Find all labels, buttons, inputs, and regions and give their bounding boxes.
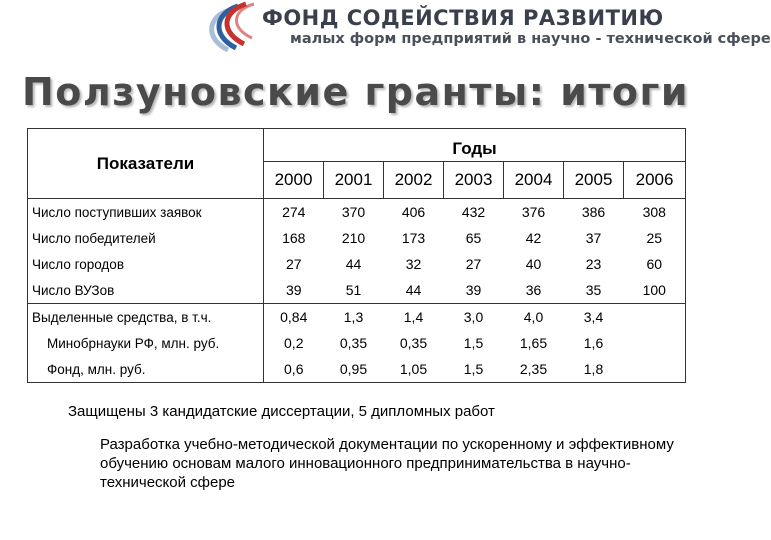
value-cell: 25 bbox=[646, 230, 663, 246]
value-cell: 60 bbox=[646, 256, 663, 272]
value-cell: 3,4 bbox=[583, 309, 604, 325]
value-cell: 3,0 bbox=[463, 309, 484, 325]
value-cell: 1,8 bbox=[583, 361, 604, 377]
value-cell: 100 bbox=[624, 277, 686, 304]
value-cell: 1,3 bbox=[343, 309, 364, 325]
value-cell: 23 bbox=[585, 256, 602, 272]
year-header-cell: 2006 bbox=[624, 162, 686, 199]
row-label: Фонд, млн. руб. bbox=[28, 356, 264, 383]
row-label: Число городов bbox=[28, 251, 264, 277]
development-note: Разработка учебно-методической документации по ускоренному и эффективному обучению основам малого инновационного предпринимательства в научно-технической сфере bbox=[100, 436, 674, 491]
value-cell bbox=[624, 330, 686, 356]
results-table-container bbox=[27, 128, 685, 377]
value-cell: 1,05 bbox=[399, 361, 428, 377]
value-cell: 376 bbox=[521, 204, 546, 220]
row-label: Выделенные средства, в т.ч. bbox=[28, 304, 264, 331]
value-cell: 370 bbox=[341, 204, 366, 220]
row-label: Число ВУЗов bbox=[28, 277, 264, 304]
value-cell: 173 bbox=[401, 230, 426, 246]
fund-subtitle: малых форм предприятий в научно - технической сфере bbox=[290, 31, 771, 47]
table-row bbox=[28, 277, 686, 304]
year-header-cell: 2000 bbox=[264, 162, 324, 199]
value-cell: 1,6 bbox=[583, 335, 604, 351]
value-cell: 35 bbox=[564, 277, 624, 304]
value-cell: 210 bbox=[341, 230, 366, 246]
value-cell: 42 bbox=[525, 230, 542, 246]
value-cell: 0,35 bbox=[339, 335, 368, 351]
value-cell: 44 bbox=[384, 277, 444, 304]
value-cell: 40 bbox=[525, 256, 542, 272]
value-cell: 27 bbox=[285, 256, 302, 272]
year-header-cell: 2004 bbox=[504, 162, 564, 199]
value-cell: 4,0 bbox=[523, 309, 544, 325]
value-cell: 65 bbox=[465, 230, 482, 246]
value-cell: 39 bbox=[264, 277, 324, 304]
value-cell: 0,84 bbox=[280, 309, 308, 325]
year-header-cell: 2003 bbox=[444, 162, 504, 199]
value-cell: 27 bbox=[465, 256, 482, 272]
value-cell: 1,65 bbox=[519, 335, 548, 351]
value-cell: 0,95 bbox=[339, 361, 368, 377]
row-label: Число поступивших заявок bbox=[28, 199, 264, 226]
year-header-cell: 2002 bbox=[384, 162, 444, 199]
value-cell: 386 bbox=[581, 204, 606, 220]
table-row bbox=[28, 304, 686, 331]
value-cell: 32 bbox=[405, 256, 422, 272]
value-cell: 274 bbox=[282, 204, 306, 220]
dissertations-note: Защищены 3 кандидатские диссертации, 5 дипломных работ bbox=[68, 403, 495, 420]
value-cell bbox=[624, 304, 686, 331]
fund-title: ФОНД СОДЕЙСТВИЯ РАЗВИТИЮ bbox=[262, 6, 664, 30]
value-cell: 2,35 bbox=[519, 361, 548, 377]
value-cell: 308 bbox=[642, 204, 666, 220]
table-row bbox=[28, 330, 686, 356]
table-row bbox=[28, 356, 686, 383]
page-title: Ползуновские гранты: итоги bbox=[22, 70, 689, 114]
year-header-cell: 2005 bbox=[564, 162, 624, 199]
table-row bbox=[28, 225, 686, 251]
value-cell: 432 bbox=[461, 204, 486, 220]
value-cell: 1,4 bbox=[403, 309, 424, 325]
value-cell: 1,5 bbox=[463, 335, 484, 351]
value-cell: 0,35 bbox=[399, 335, 428, 351]
value-cell: 39 bbox=[444, 277, 504, 304]
value-cell bbox=[624, 356, 686, 383]
row-label: Число победителей bbox=[28, 225, 264, 251]
table-row bbox=[28, 199, 686, 226]
value-cell: 0,2 bbox=[284, 335, 304, 351]
indicators-header: Показатели bbox=[28, 129, 264, 199]
value-cell: 36 bbox=[504, 277, 564, 304]
table-row bbox=[28, 251, 686, 277]
value-cell: 37 bbox=[585, 230, 602, 246]
value-cell: 0,6 bbox=[284, 361, 304, 377]
years-header: Годы bbox=[452, 139, 497, 158]
value-cell: 406 bbox=[401, 204, 426, 220]
value-cell: 168 bbox=[282, 230, 306, 246]
value-cell: 51 bbox=[324, 277, 384, 304]
value-cell: 1,5 bbox=[463, 361, 484, 377]
value-cell: 44 bbox=[345, 256, 362, 272]
row-label: Минобрнауки РФ, млн. руб. bbox=[28, 330, 264, 356]
header bbox=[0, 0, 771, 60]
results-table bbox=[27, 128, 686, 383]
table-body bbox=[28, 199, 686, 383]
year-header-cell: 2001 bbox=[324, 162, 384, 199]
